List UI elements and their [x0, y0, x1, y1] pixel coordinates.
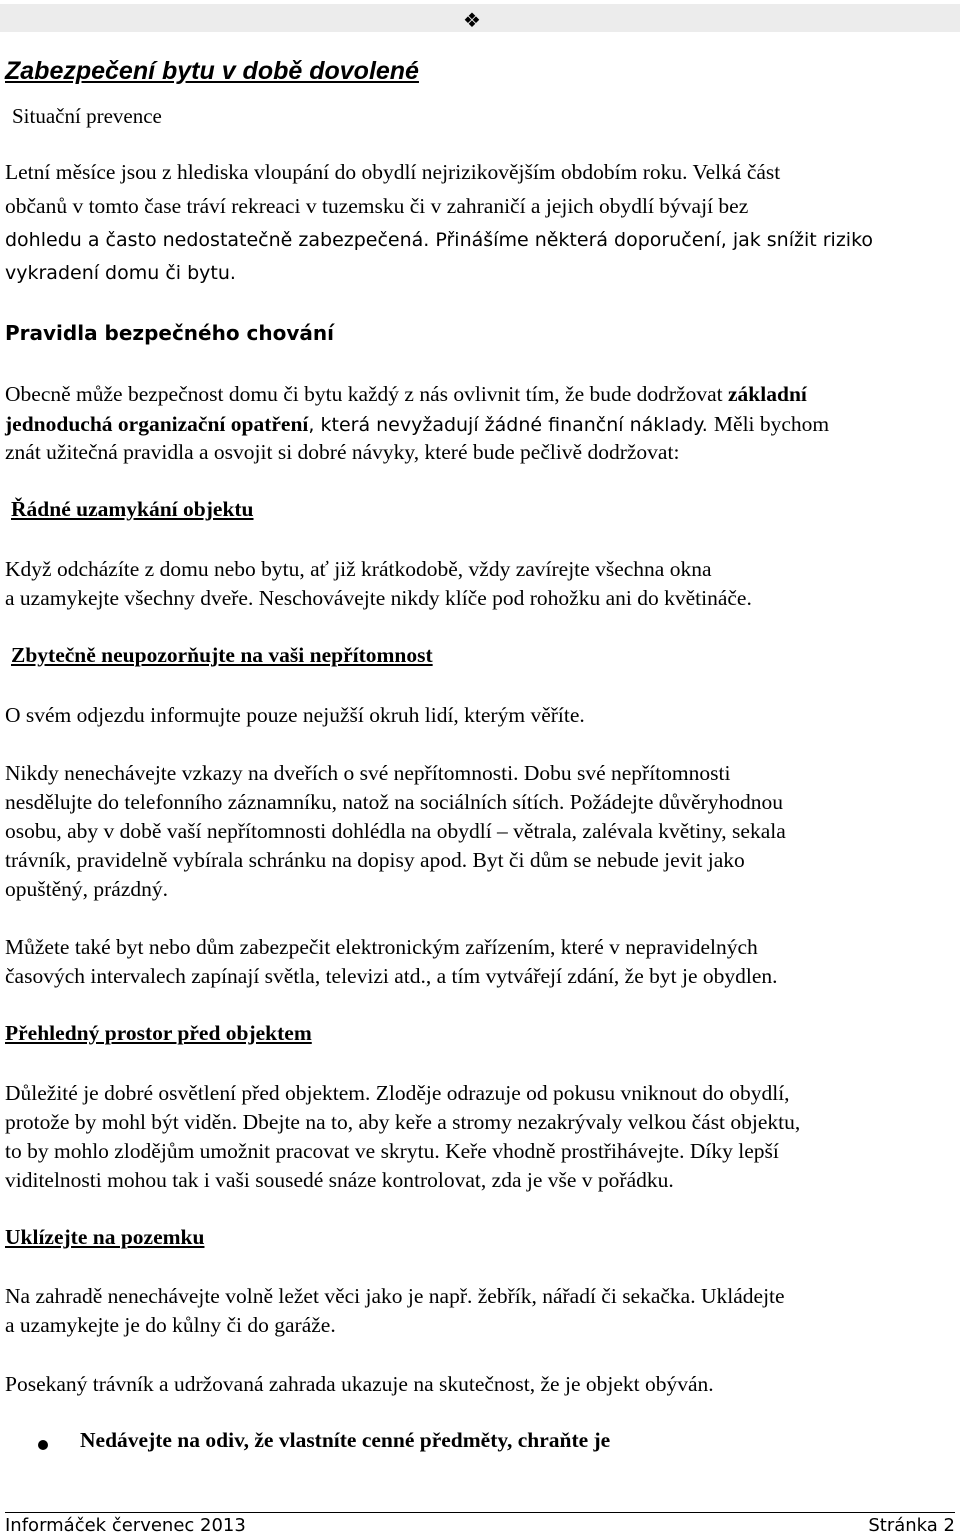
- absence-line: trávník, pravidelně vybírala schránku na dopisy apod. Byt či dům se nebude jevit jako: [5, 848, 745, 872]
- tidy-line: Na zahradě nenechávejte volně ležet věci jako je např. žebřík, nářadí či sekačka. Ukládejte: [5, 1284, 785, 1308]
- absence-line: Můžete také byt nebo dům zabezpečit elektronickým zařízením, které v nepravidelných: [5, 935, 758, 959]
- text-span: , která nevyžadují žádné finanční náklady.: [308, 414, 714, 436]
- footer-publication: Informáček červenec 2013: [5, 1515, 246, 1536]
- rules-line: [5, 380, 807, 409]
- absence-line: opuštěný, prázdný.: [5, 877, 169, 901]
- intro-line: občanů v tomto čase tráví rekreaci v tuzemsku či v zahraničí a jejich obydlí bývají bez: [5, 194, 749, 218]
- absence-line: Nikdy nenechávejte vzkazy na dveřích o své nepřítomnosti. Dobu své nepřítomnosti: [5, 761, 731, 785]
- section-heading-space: Přehledný prostor před objektem: [5, 1021, 312, 1045]
- diamond-ornament-icon: ❖: [463, 8, 481, 32]
- text-span: Měli bychom: [713, 412, 830, 436]
- text-span: Obecně může bezpečnost domu či bytu každý z nás ovlivnit tím, že bude dodržovat: [5, 382, 729, 406]
- absence-paragraph-1: O svém odjezdu informujte pouze nejužší okruh lidí, kterým věříte.: [5, 703, 585, 727]
- rules-line: znát užitečná pravidla a osvojit si dobré návyky, které bude pečlivě dodržovat:: [5, 440, 680, 464]
- absence-line: nesdělujte do telefonního záznamníku, natož na sociálních sítích. Požádejte důvěryhodnou: [5, 790, 783, 814]
- space-line: protože by mohl být viděn. Dbejte na to, aby keře a stromy nezakrývaly velkou část objektu,: [5, 1110, 801, 1134]
- footer-page-number: Stránka 2: [868, 1515, 955, 1536]
- header-bar: [0, 4, 960, 32]
- section-heading-locking: Řádné uzamykání objektu: [11, 497, 254, 521]
- page-subtitle: Situační prevence: [12, 104, 162, 128]
- page-title: Zabezpečení bytu v době dovolené: [5, 57, 419, 85]
- section-heading-absence: Zbytečně neupozorňujte na vaši nepřítomnost: [11, 643, 433, 667]
- tidy-paragraph-2: Posekaný trávník a udržovaná zahrada ukazuje na skutečnost, že je objekt obýván.: [5, 1372, 714, 1396]
- space-line: Důležité je dobré osvětlení před objektem. Zloděje odrazuje od pokusu vniknout do obydlí,: [5, 1081, 790, 1105]
- footer-divider: [5, 1512, 955, 1513]
- tidy-line: a uzamykejte je do kůlny či do garáže.: [5, 1313, 336, 1337]
- intro-line: vykradení domu či bytu.: [5, 262, 236, 284]
- absence-line: časových intervalech zapínají světla, televizi atd., a tím vytvářejí zdání, že byt je obydlen.: [5, 964, 778, 988]
- locking-line: a uzamykejte všechny dveře. Neschovávejte nikdy klíče pod rohožku ani do květináče.: [5, 586, 752, 610]
- bullet-item: Nedávejte na odiv, že vlastníte cenné předměty, chraňte je: [80, 1428, 611, 1452]
- section-heading-tidy: Uklízejte na pozemku: [5, 1225, 205, 1249]
- bold-text-span: základní: [728, 382, 807, 406]
- space-line: viditelnosti mohou tak i vaši sousedé snáze kontrolovat, zda je vše v pořádku.: [5, 1168, 674, 1192]
- rules-line: [5, 410, 829, 441]
- absence-line: osobu, aby v době vaší nepřítomnosti dohlédla na obydlí – větrala, zalévala květiny, sekala: [5, 819, 786, 843]
- space-line: to by mohlo zlodějům umožnit pracovat ve skrytu. Keře vhodně prostřihávejte. Díky lepší: [5, 1139, 779, 1163]
- locking-line: Když odcházíte z domu nebo bytu, ať již krátkodobě, vždy zavírejte všechna okna: [5, 557, 712, 581]
- intro-line: dohledu a často nedostatečně zabezpečená. Přinášíme některá doporučení, jak snížit riziko: [5, 229, 874, 251]
- bullet-icon: [38, 1440, 48, 1450]
- bold-text-span: jednoduchá organizační opatření: [5, 412, 309, 436]
- section-heading-rules: Pravidla bezpečného chování: [5, 321, 335, 345]
- intro-line: Letní měsíce jsou z hlediska vloupání do obydlí nejrizikovějším obdobím roku. Velká část: [5, 160, 781, 184]
